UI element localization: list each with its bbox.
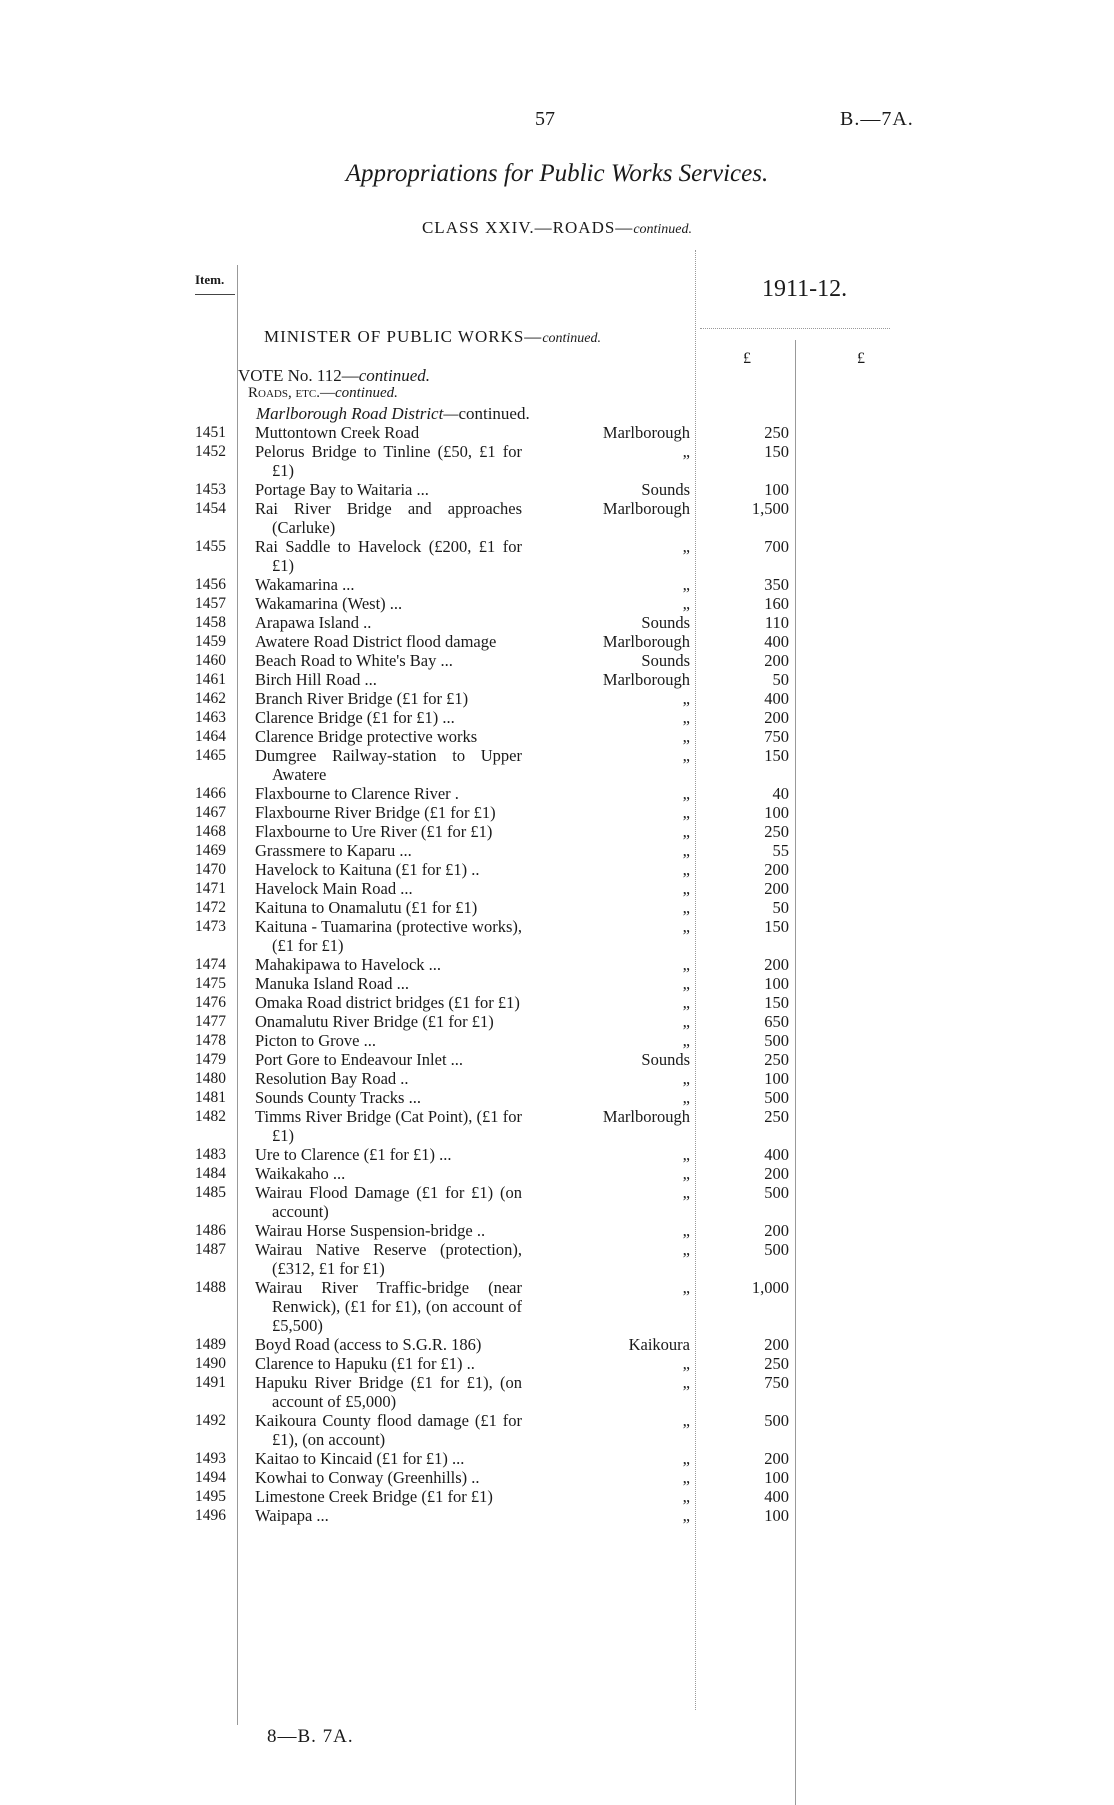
- item-description: Timms River Bridge (Cat Point), (£1 for £1): [255, 1107, 522, 1145]
- item-number: 1457: [195, 595, 226, 612]
- item-description: Wairau Flood Damage (£1 for £1) (on account): [255, 1183, 522, 1221]
- item-description: Kaikoura County flood damage (£1 for £1), (on account): [255, 1411, 522, 1449]
- item-amount: 100: [764, 480, 789, 499]
- item-amount: 500: [764, 1411, 789, 1430]
- item-location: „: [682, 993, 690, 1012]
- item-description: Wairau Horse Suspension-bridge ..: [255, 1221, 486, 1240]
- item-location: „: [682, 1278, 690, 1297]
- item-amount: 200: [764, 955, 789, 974]
- roads-heading-text: Roads, etc.—: [248, 385, 335, 401]
- item-description: Hapuku River Bridge (£1 for £1), (on account of £5,000): [255, 1373, 522, 1411]
- item-description: Waikakaho ...: [255, 1164, 346, 1183]
- item-amount: 200: [764, 1335, 789, 1354]
- item-amount: 110: [764, 613, 789, 632]
- table-row: [0, 955, 1114, 974]
- item-number: 1467: [195, 804, 226, 821]
- table-row: [0, 1506, 1114, 1525]
- item-location: Sounds: [641, 1050, 690, 1069]
- table-row: [0, 1050, 1114, 1069]
- item-number: 1483: [195, 1146, 226, 1163]
- table-row: [0, 1487, 1114, 1506]
- table-row: [0, 1164, 1114, 1183]
- item-number: 1470: [195, 861, 226, 878]
- item-amount: 150: [764, 993, 789, 1012]
- item-location: „: [682, 1069, 690, 1088]
- item-location: „: [682, 1487, 690, 1506]
- item-amount: 150: [764, 442, 789, 461]
- item-location: „: [682, 1183, 690, 1202]
- item-amount: 650: [764, 1012, 789, 1031]
- item-number: 1466: [195, 785, 226, 802]
- item-location: Marlborough: [602, 1107, 690, 1126]
- item-location: „: [682, 803, 690, 822]
- table-row: [0, 1031, 1114, 1050]
- table-row: [0, 442, 1114, 480]
- item-amount: 250: [764, 1354, 789, 1373]
- item-number: 1460: [195, 652, 226, 669]
- item-description: Ure to Clarence (£1 for £1) ...: [255, 1145, 452, 1164]
- item-amount: 750: [764, 1373, 789, 1392]
- item-number: 1488: [195, 1279, 226, 1296]
- table-row: [0, 708, 1114, 727]
- table-row: [0, 993, 1114, 1012]
- table-row: [0, 499, 1114, 537]
- item-column-header: Item.: [195, 272, 225, 287]
- item-description: Awatere Road District flood damage: [255, 632, 497, 651]
- table-row: [0, 1012, 1114, 1031]
- item-number: 1461: [195, 671, 226, 688]
- page-title: Appropriations for Public Works Services.: [345, 160, 769, 187]
- item-description: Wakamarina ...: [255, 575, 355, 594]
- table-row: [0, 689, 1114, 708]
- minister-heading: [264, 327, 601, 347]
- table-row: [0, 1411, 1114, 1449]
- roads-heading-suffix: continued.: [334, 385, 398, 401]
- item-number: 1491: [195, 1374, 226, 1391]
- item-location: „: [682, 917, 690, 936]
- item-description: Flaxbourne to Ure River (£1 for £1): [255, 822, 493, 841]
- item-description: Mahakipawa to Havelock ...: [255, 955, 442, 974]
- item-amount: 500: [764, 1088, 789, 1107]
- minister-heading-suffix: continued.: [542, 331, 602, 346]
- item-location: „: [682, 1012, 690, 1031]
- item-number: 1472: [195, 899, 226, 916]
- item-number: 1456: [195, 576, 226, 593]
- table-row: [0, 1278, 1114, 1335]
- item-number: 1454: [195, 500, 226, 517]
- item-amount: 250: [764, 1050, 789, 1069]
- item-amount: 150: [764, 917, 789, 936]
- item-location: Sounds: [641, 613, 690, 632]
- item-location: „: [682, 1221, 690, 1240]
- page-footer: 8—B. 7A.: [267, 1726, 354, 1747]
- item-description: Rai Saddle to Havelock (£200, £1 for £1): [255, 537, 522, 575]
- item-description: Wairau Native Reserve (protection), (£312, £1 for £1): [255, 1240, 522, 1278]
- item-amount: 400: [764, 1487, 789, 1506]
- item-location: „: [682, 442, 690, 461]
- item-location: Kaikoura: [628, 1335, 690, 1354]
- table-row: [0, 651, 1114, 670]
- class-heading: [0, 218, 1114, 238]
- item-location: Marlborough: [602, 499, 690, 518]
- table-row: [0, 1449, 1114, 1468]
- item-description: Wakamarina (West) ...: [255, 594, 403, 613]
- item-amount: 200: [764, 879, 789, 898]
- item-amount: 160: [764, 594, 789, 613]
- item-description: Rai River Bridge and approaches (Carluke): [255, 499, 522, 537]
- item-location: „: [682, 708, 690, 727]
- item-number: 1458: [195, 614, 226, 631]
- table-row: [0, 1183, 1114, 1221]
- item-amount: 150: [764, 746, 789, 765]
- vote-heading: [238, 366, 430, 386]
- item-location: „: [682, 860, 690, 879]
- item-amount: 100: [764, 803, 789, 822]
- item-number: 1496: [195, 1507, 226, 1524]
- item-amount: 200: [764, 1449, 789, 1468]
- table-row: [0, 841, 1114, 860]
- table-row: [0, 1373, 1114, 1411]
- district-heading-text: Marlborough Road District—: [256, 404, 459, 423]
- item-number: 1492: [195, 1412, 226, 1429]
- item-amount: 400: [764, 689, 789, 708]
- item-amount: 750: [764, 727, 789, 746]
- item-number: 1453: [195, 481, 226, 498]
- table-row: [0, 575, 1114, 594]
- table-row: [0, 898, 1114, 917]
- item-description: Onamalutu River Bridge (£1 for £1): [255, 1012, 494, 1031]
- item-number: 1473: [195, 918, 226, 935]
- item-number: 1451: [195, 424, 226, 441]
- item-location: Marlborough: [602, 423, 690, 442]
- table-row: [0, 822, 1114, 841]
- minister-heading-text: MINISTER OF PUBLIC WORKS—: [264, 327, 543, 346]
- item-location: „: [682, 955, 690, 974]
- item-number: 1474: [195, 956, 226, 973]
- item-number: 1455: [195, 538, 226, 555]
- vote-heading-suffix: continued.: [358, 366, 431, 385]
- year-header-rule: [700, 328, 890, 329]
- item-number: 1452: [195, 443, 226, 460]
- item-description: Branch River Bridge (£1 for £1): [255, 689, 469, 708]
- item-location: „: [682, 1164, 690, 1183]
- table-row: [0, 1354, 1114, 1373]
- item-description: Pelorus Bridge to Tinline (£50, £1 for £1): [255, 442, 522, 480]
- item-number: 1468: [195, 823, 226, 840]
- item-amount: 100: [764, 974, 789, 993]
- item-number: 1481: [195, 1089, 226, 1106]
- item-location: „: [682, 746, 690, 765]
- table-row: [0, 803, 1114, 822]
- vote-heading-text: VOTE No. 112—: [238, 366, 359, 385]
- item-description: Limestone Creek Bridge (£1 for £1): [255, 1487, 493, 1506]
- table-row: [0, 537, 1114, 575]
- item-description: Muttontown Creek Road: [255, 423, 420, 442]
- page-reference: B.—7A.: [840, 108, 914, 130]
- item-amount: 700: [764, 537, 789, 556]
- item-number: 1482: [195, 1108, 226, 1125]
- item-description: Flaxbourne to Clarence River .: [255, 784, 459, 803]
- table-row: [0, 613, 1114, 632]
- item-number: 1465: [195, 747, 226, 764]
- table-row: [0, 784, 1114, 803]
- item-location: „: [682, 727, 690, 746]
- item-number: 1463: [195, 709, 226, 726]
- item-number: 1489: [195, 1336, 226, 1353]
- item-description: Clarence to Hapuku (£1 for £1) ..: [255, 1354, 475, 1373]
- item-amount: 50: [772, 670, 789, 689]
- item-location: „: [682, 1449, 690, 1468]
- item-amount: 200: [764, 1221, 789, 1240]
- item-description: Wairau River Traffic-bridge (near Renwick), (£1 for £1), (on account of £5,500): [255, 1278, 522, 1335]
- appropriation-items: [0, 423, 1114, 1525]
- item-description: Boyd Road (access to S.G.R. 186): [255, 1335, 482, 1354]
- table-row: [0, 594, 1114, 613]
- item-number: 1462: [195, 690, 226, 707]
- item-number: 1469: [195, 842, 226, 859]
- item-location: „: [682, 974, 690, 993]
- item-amount: 200: [764, 651, 789, 670]
- item-number: 1490: [195, 1355, 226, 1372]
- item-header-rule: [195, 294, 235, 295]
- item-amount: 250: [764, 423, 789, 442]
- item-number: 1477: [195, 1013, 226, 1030]
- item-description: Flaxbourne River Bridge (£1 for £1): [255, 803, 496, 822]
- table-row: [0, 1221, 1114, 1240]
- item-location: „: [682, 1468, 690, 1487]
- item-location: Marlborough: [602, 632, 690, 651]
- item-description: Havelock to Kaituna (£1 for £1) ..: [255, 860, 480, 879]
- item-amount: 200: [764, 708, 789, 727]
- item-number: 1471: [195, 880, 226, 897]
- item-number: 1478: [195, 1032, 226, 1049]
- year-header: 1911-12.: [762, 276, 848, 302]
- item-number: 1485: [195, 1184, 226, 1201]
- item-location: „: [682, 784, 690, 803]
- item-location: „: [682, 537, 690, 556]
- item-description: Kaitao to Kincaid (£1 for £1) ...: [255, 1449, 465, 1468]
- table-row: [0, 423, 1114, 442]
- item-description: Havelock Main Road ...: [255, 879, 413, 898]
- item-description: Kowhai to Conway (Greenhills) ..: [255, 1468, 480, 1487]
- table-row: [0, 860, 1114, 879]
- table-row: [0, 746, 1114, 784]
- district-heading-suffix: continued.: [458, 404, 530, 423]
- item-amount: 200: [764, 860, 789, 879]
- page-number: 57: [535, 108, 555, 130]
- item-description: Kaituna - Tuamarina (protective works), (£1 for £1): [255, 917, 522, 955]
- item-amount: 400: [764, 1145, 789, 1164]
- item-location: „: [682, 1373, 690, 1392]
- item-number: 1475: [195, 975, 226, 992]
- table-row: [0, 1088, 1114, 1107]
- item-location: „: [682, 594, 690, 613]
- table-row: [0, 480, 1114, 499]
- item-location: „: [682, 1031, 690, 1050]
- item-amount: 500: [764, 1183, 789, 1202]
- item-description: Beach Road to White's Bay ...: [255, 651, 453, 670]
- item-location: „: [682, 1506, 690, 1525]
- table-row: [0, 632, 1114, 651]
- item-amount: 1,500: [751, 499, 789, 518]
- item-location: „: [682, 1354, 690, 1373]
- item-location: „: [682, 1088, 690, 1107]
- item-description: Arapawa Island ..: [255, 613, 372, 632]
- item-description: Picton to Grove ...: [255, 1031, 376, 1050]
- item-number: 1480: [195, 1070, 226, 1087]
- item-description: Sounds County Tracks ...: [255, 1088, 421, 1107]
- item-description: Kaituna to Onamalutu (£1 for £1): [255, 898, 478, 917]
- item-amount: 55: [772, 841, 789, 860]
- table-row: [0, 917, 1114, 955]
- item-location: „: [682, 1240, 690, 1259]
- table-row: [0, 1107, 1114, 1145]
- table-row: [0, 670, 1114, 689]
- item-location: „: [682, 841, 690, 860]
- table-row: [0, 974, 1114, 993]
- item-amount: 350: [764, 575, 789, 594]
- item-amount: 400: [764, 632, 789, 651]
- item-description: Portage Bay to Waitaria ...: [255, 480, 429, 499]
- item-number: 1493: [195, 1450, 226, 1467]
- item-number: 1464: [195, 728, 226, 745]
- item-description: Waipapa ...: [255, 1506, 329, 1525]
- item-description: Birch Hill Road ...: [255, 670, 377, 689]
- table-row: [0, 727, 1114, 746]
- item-description: Manuka Island Road ...: [255, 974, 409, 993]
- item-description: Clarence Bridge protective works: [255, 727, 478, 746]
- item-location: Sounds: [641, 651, 690, 670]
- table-row: [0, 1240, 1114, 1278]
- item-amount: 200: [764, 1164, 789, 1183]
- district-heading: [256, 404, 530, 424]
- item-location: „: [682, 575, 690, 594]
- item-location: „: [682, 898, 690, 917]
- table-row: [0, 1069, 1114, 1088]
- item-amount: 500: [764, 1031, 789, 1050]
- item-amount: 100: [764, 1069, 789, 1088]
- item-amount: 100: [764, 1506, 789, 1525]
- item-location: Marlborough: [602, 670, 690, 689]
- table-row: [0, 879, 1114, 898]
- item-number: 1494: [195, 1469, 226, 1486]
- item-amount: 1,000: [751, 1278, 789, 1297]
- item-description: Grassmere to Kaparu ...: [255, 841, 412, 860]
- item-description: Resolution Bay Road ..: [255, 1069, 409, 1088]
- class-heading-text: CLASS XXIV.—ROADS—: [421, 218, 634, 237]
- item-description: Omaka Road district bridges (£1 for £1): [255, 993, 520, 1012]
- item-amount: 250: [764, 1107, 789, 1126]
- item-description: Port Gore to Endeavour Inlet ...: [255, 1050, 464, 1069]
- table-row: [0, 1335, 1114, 1354]
- item-location: „: [682, 689, 690, 708]
- item-number: 1476: [195, 994, 226, 1011]
- roads-heading: [248, 385, 398, 402]
- table-row: [0, 1468, 1114, 1487]
- table-row: [0, 1145, 1114, 1164]
- currency-column-2: £: [857, 350, 865, 367]
- currency-column-1: £: [743, 350, 751, 367]
- item-location: „: [682, 1411, 690, 1430]
- item-amount: 250: [764, 822, 789, 841]
- item-location: „: [682, 822, 690, 841]
- item-number: 1484: [195, 1165, 226, 1182]
- class-heading-suffix: continued.: [633, 222, 693, 237]
- item-location: „: [682, 879, 690, 898]
- item-amount: 500: [764, 1240, 789, 1259]
- item-number: 1459: [195, 633, 226, 650]
- item-number: 1479: [195, 1051, 226, 1068]
- item-amount: 50: [772, 898, 789, 917]
- item-location: Sounds: [641, 480, 690, 499]
- item-number: 1487: [195, 1241, 226, 1258]
- item-number: 1495: [195, 1488, 226, 1505]
- item-description: Dumgree Railway-station to Upper Awatere: [255, 746, 522, 784]
- item-description: Clarence Bridge (£1 for £1) ...: [255, 708, 455, 727]
- item-amount: 40: [772, 784, 789, 803]
- item-location: „: [682, 1145, 690, 1164]
- item-number: 1486: [195, 1222, 226, 1239]
- item-amount: 100: [764, 1468, 789, 1487]
